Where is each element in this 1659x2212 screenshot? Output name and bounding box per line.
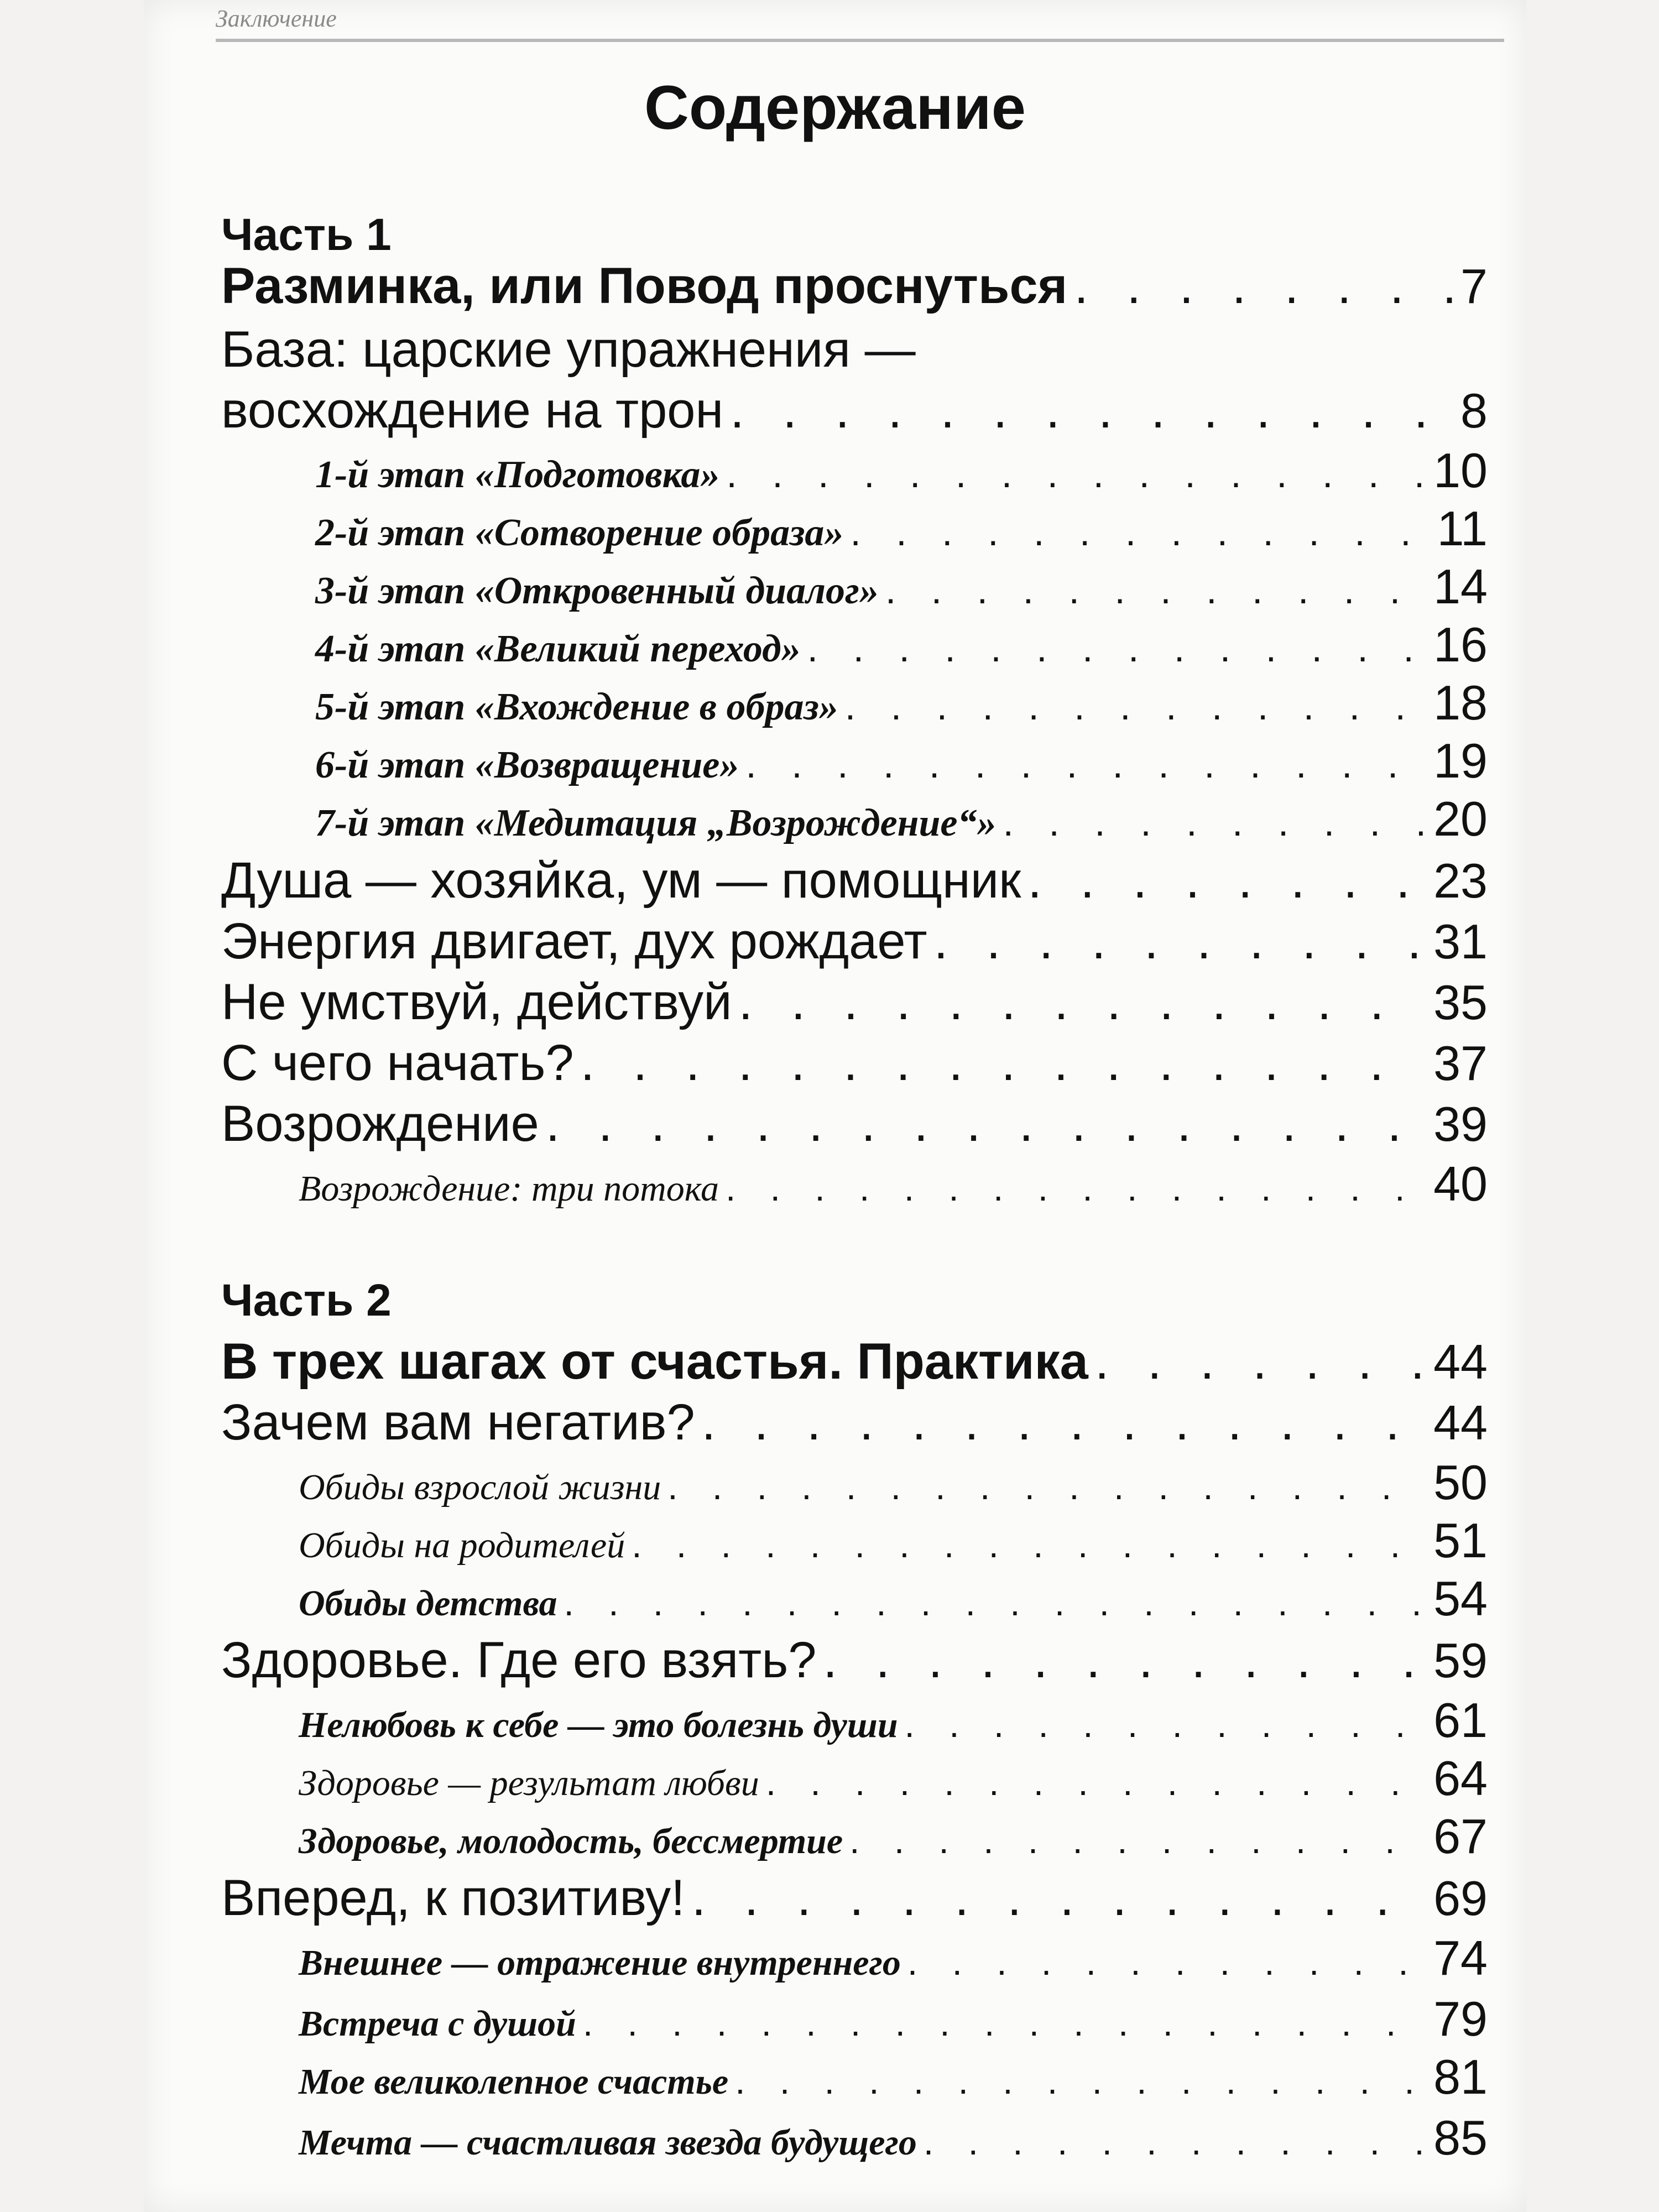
leader-dots xyxy=(735,2060,1427,2102)
entry-title: Мечта — счастливая звезда будущего xyxy=(299,2122,917,2163)
toc-entry xyxy=(221,852,1488,910)
entry-page: 11 xyxy=(1437,501,1488,556)
leader-dots xyxy=(1003,800,1427,844)
toc-entry xyxy=(221,1156,1488,1212)
entry-page: 61 xyxy=(1433,1693,1488,1747)
entry-page: 59 xyxy=(1433,1633,1488,1688)
leader-dots xyxy=(823,1631,1427,1689)
book-page xyxy=(144,0,1526,2212)
entry-page: 16 xyxy=(1433,617,1488,672)
toc-entry xyxy=(221,500,1488,557)
toc-entry xyxy=(221,2110,1488,2166)
toc-entry xyxy=(221,675,1488,731)
toc-entry xyxy=(221,1454,1488,1511)
toc-entry xyxy=(221,1394,1488,1452)
leader-dots xyxy=(546,1095,1427,1153)
entry-title: 6-й этап «Возвращение» xyxy=(315,744,739,786)
part-1-label: Часть 1 xyxy=(221,210,392,260)
part-1-heading xyxy=(221,209,1488,261)
toc-entry xyxy=(221,973,1488,1031)
part-2-label: Часть 2 xyxy=(221,1275,392,1326)
entry-title: 7-й этап «Медитация „Возрождение“» xyxy=(315,802,997,844)
page-title: Содержание xyxy=(644,73,1026,142)
entry-title: База: царские упражнения — xyxy=(221,321,916,378)
entry-title: Возрождение: три потока xyxy=(299,1168,719,1209)
entry-page: 10 xyxy=(1433,443,1488,498)
toc-entry xyxy=(221,1571,1488,1627)
entry-title: Нелюбовь к себе — это болезнь души xyxy=(299,1705,898,1745)
toc-entry xyxy=(221,321,1488,379)
entry-page: 23 xyxy=(1433,853,1488,908)
toc-entry xyxy=(221,1034,1488,1092)
entry-page: 18 xyxy=(1433,675,1488,730)
entry-page: 69 xyxy=(1433,1871,1488,1926)
entry-page: 54 xyxy=(1433,1571,1488,1626)
part-2-heading xyxy=(221,1275,1488,1327)
toc-entry xyxy=(221,1808,1488,1865)
entry-title: Здоровье — результат любви xyxy=(299,1763,759,1803)
entry-title: восхождение на трон xyxy=(221,382,724,439)
toc-entry xyxy=(221,2049,1488,2105)
entry-title: Возрождение xyxy=(221,1095,539,1152)
entry-page: 85 xyxy=(1433,2110,1488,2165)
leader-dots xyxy=(850,510,1430,554)
entry-page: 8 xyxy=(1460,383,1488,438)
entry-title: Зачем вам негатив? xyxy=(221,1394,695,1451)
toc-entry xyxy=(221,1991,1488,2047)
leader-dots xyxy=(726,452,1427,496)
leader-dots xyxy=(905,1703,1427,1745)
entry-title: Обиды на родителей xyxy=(299,1525,625,1566)
leader-dots xyxy=(1095,1333,1427,1391)
leader-dots xyxy=(845,684,1427,728)
toc-entry xyxy=(221,257,1488,315)
toc-entry xyxy=(221,1333,1488,1391)
entry-title: Встреча с душой xyxy=(299,2004,576,2044)
entry-title: Здоровье. Где его взять? xyxy=(221,1632,817,1688)
leader-dots xyxy=(1074,257,1454,315)
entry-title: Внешнее — отражение внутреннего xyxy=(299,1943,901,1983)
toc-entry xyxy=(221,1631,1488,1689)
entry-title: 4-й этап «Великий переход» xyxy=(315,628,801,670)
entry-page: 50 xyxy=(1433,1455,1488,1510)
entry-page: 67 xyxy=(1433,1809,1488,1864)
toc-entry xyxy=(221,1095,1488,1153)
leader-dots xyxy=(1027,852,1427,910)
entry-page: 64 xyxy=(1433,1751,1488,1806)
leader-dots xyxy=(739,973,1427,1031)
entry-title: В трех шагах от счастья. Практика xyxy=(221,1333,1088,1390)
entry-page: 20 xyxy=(1433,791,1488,846)
leader-dots xyxy=(726,1167,1427,1209)
leader-dots xyxy=(583,2002,1427,2044)
entry-title: С чего начать? xyxy=(221,1035,574,1091)
entry-page: 51 xyxy=(1433,1513,1488,1568)
leader-dots xyxy=(581,1034,1427,1092)
entry-title: Обиды детства xyxy=(299,1583,557,1624)
entry-page: 37 xyxy=(1433,1036,1488,1091)
toc-entry xyxy=(221,733,1488,789)
toc-entry xyxy=(221,617,1488,673)
leader-dots xyxy=(885,568,1427,612)
leader-dots xyxy=(632,1524,1427,1566)
toc-entry xyxy=(221,559,1488,615)
entry-title: 1-й этап «Подготовка» xyxy=(315,453,720,496)
entry-page: 35 xyxy=(1433,975,1488,1030)
entry-title: Разминка, или Повод проснуться xyxy=(221,258,1068,314)
entry-title: Вперед, к позитиву! xyxy=(221,1870,685,1926)
running-head: Заключение xyxy=(216,5,337,32)
toc-entry xyxy=(221,1692,1488,1749)
leader-dots xyxy=(807,626,1427,670)
toc-entry xyxy=(221,912,1488,971)
toc-entry xyxy=(221,791,1488,847)
toc-entry xyxy=(221,1512,1488,1569)
entry-title: 3-й этап «Откровенный диалог» xyxy=(315,570,879,612)
entry-page: 40 xyxy=(1433,1156,1488,1211)
entry-title: 5-й этап «Вхождение в образ» xyxy=(315,686,838,728)
leader-dots xyxy=(934,912,1427,971)
entry-page: 31 xyxy=(1433,914,1488,969)
entry-page: 79 xyxy=(1433,1991,1488,2046)
header-rule xyxy=(216,39,1504,42)
leader-dots xyxy=(766,1761,1427,1803)
toc-entry xyxy=(221,442,1488,499)
entry-page: 14 xyxy=(1433,559,1488,614)
leader-dots xyxy=(924,2121,1427,2163)
leader-dots xyxy=(730,382,1454,440)
entry-title: Душа — хозяйка, ум — помощник xyxy=(221,852,1021,909)
entry-page: 19 xyxy=(1433,733,1488,788)
entry-title: Здоровье, молодость, бессмертие xyxy=(299,1821,843,1861)
leader-dots xyxy=(745,742,1427,786)
leader-dots xyxy=(667,1465,1427,1507)
leader-dots xyxy=(564,1582,1427,1624)
entry-title: 2-й этап «Сотворение образа» xyxy=(315,512,844,554)
toc-entry xyxy=(221,1930,1488,1986)
entry-title: Энергия двигает, дух рождает xyxy=(221,913,927,969)
entry-title: Обиды взрослой жизни xyxy=(299,1467,661,1507)
entry-page: 39 xyxy=(1433,1097,1488,1151)
leader-dots xyxy=(849,1819,1427,1861)
leader-dots xyxy=(702,1394,1427,1452)
leader-dots xyxy=(692,1869,1427,1927)
entry-page: 81 xyxy=(1433,2049,1488,2104)
toc-entry xyxy=(221,1869,1488,1927)
entry-page: 44 xyxy=(1433,1334,1488,1389)
entry-page: 7 xyxy=(1460,259,1488,314)
entry-page: 44 xyxy=(1433,1395,1488,1450)
entry-title: Мое великолепное счастье xyxy=(299,2062,729,2102)
toc-entry xyxy=(221,1750,1488,1807)
leader-dots xyxy=(907,1941,1427,1983)
toc-entry xyxy=(221,382,1488,440)
entry-title: Не умствуй, действуй xyxy=(221,974,732,1030)
entry-page: 74 xyxy=(1433,1931,1488,1985)
